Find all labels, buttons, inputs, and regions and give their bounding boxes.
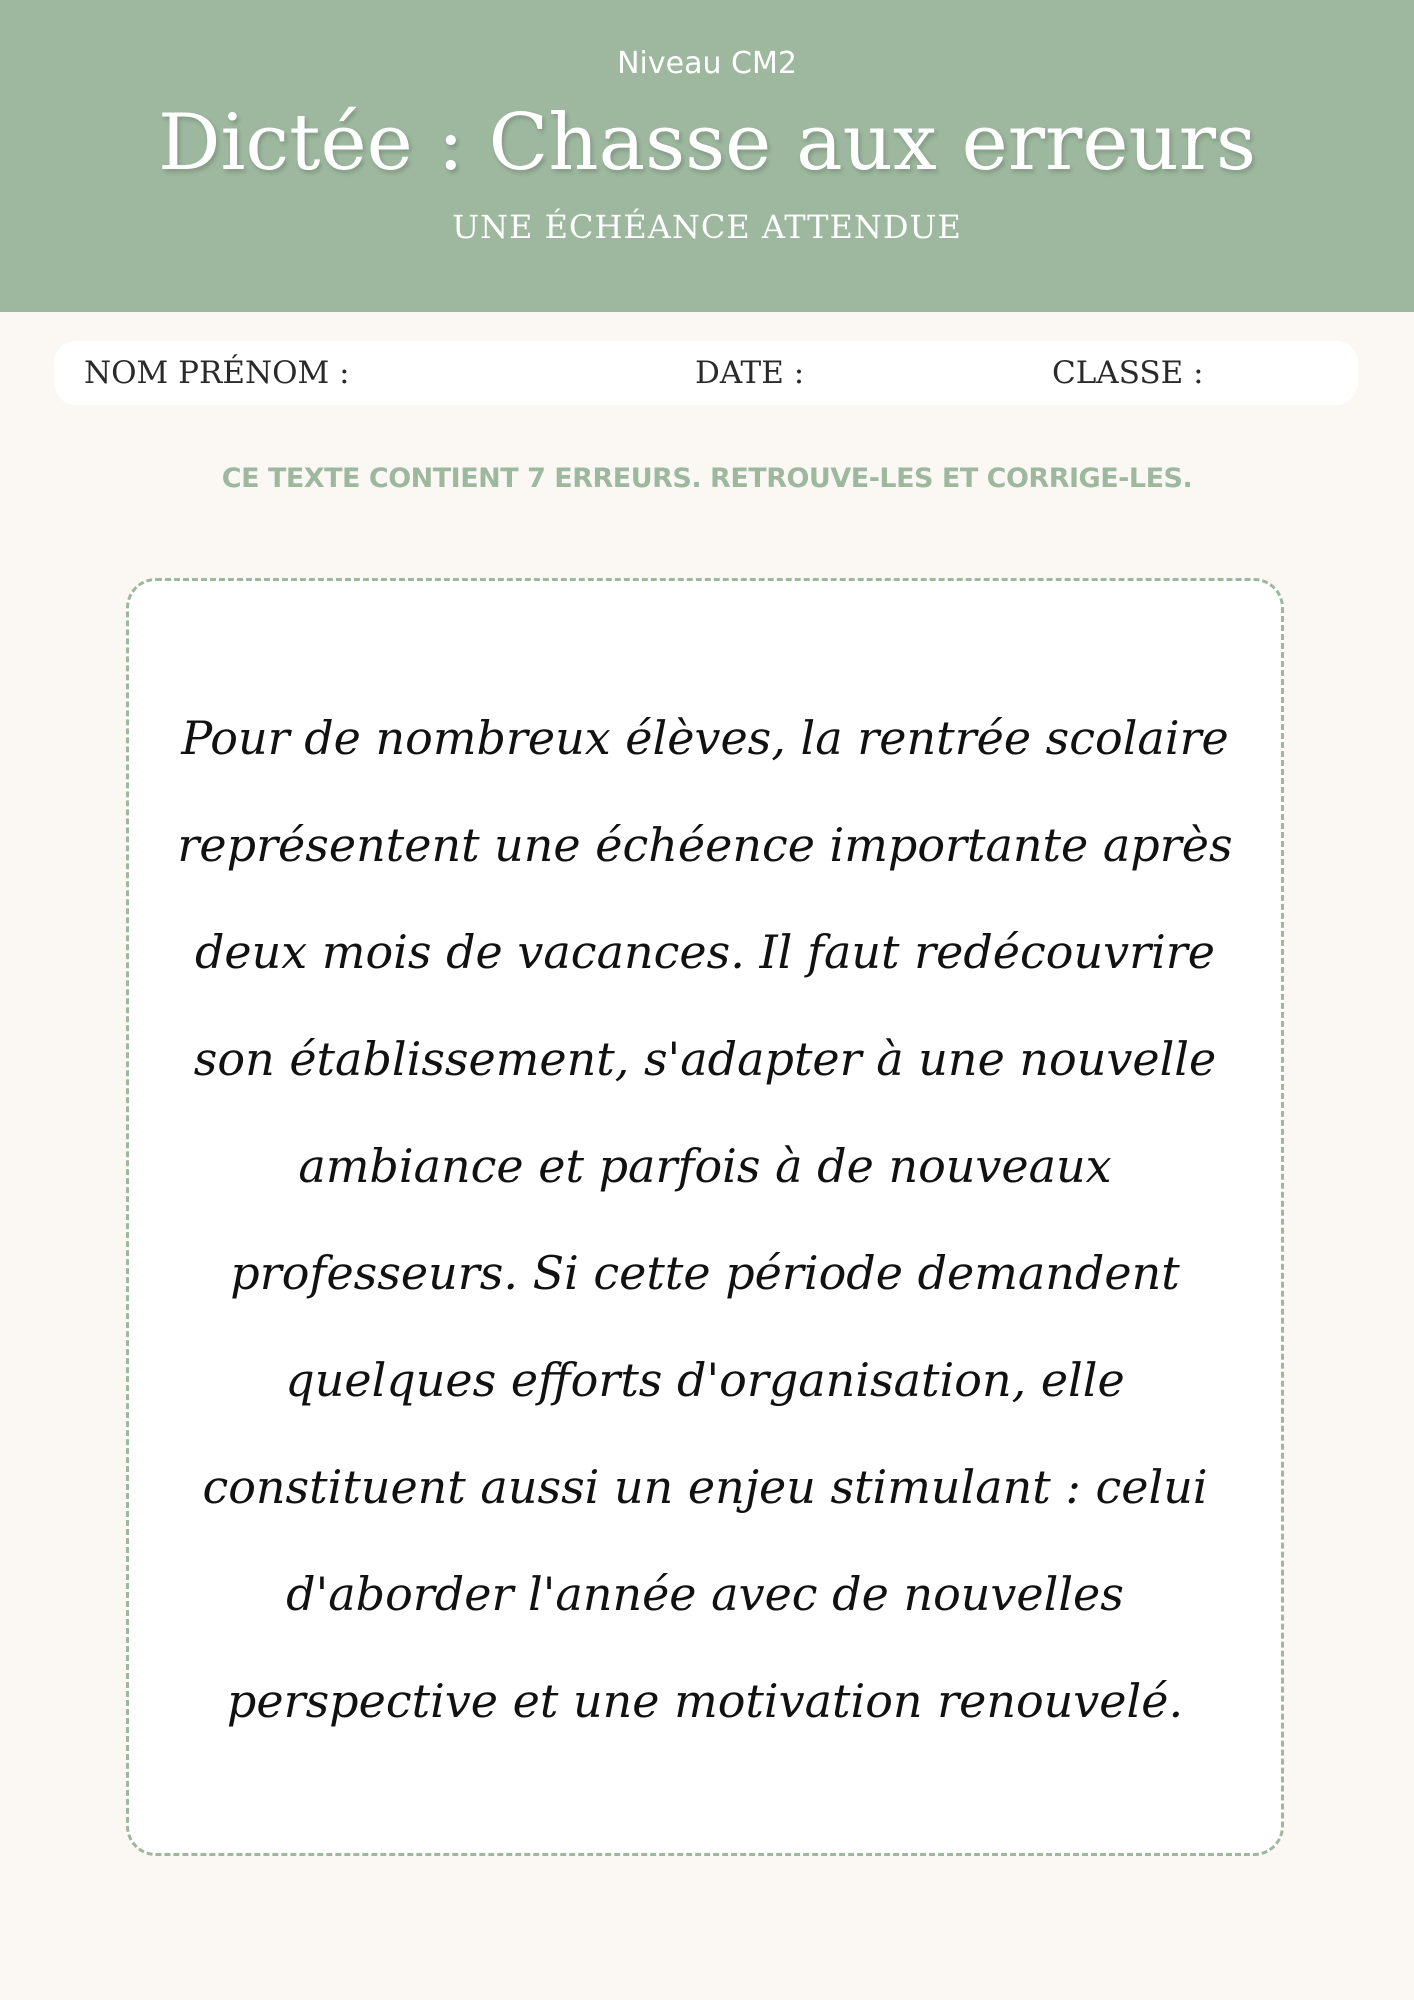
date-label: DATE :	[695, 355, 805, 391]
dictation-line: deux mois de vacances. Il faut redécouvrire	[194, 925, 1216, 979]
dictation-line: Pour de nombreux élèves, la rentrée scolaire	[181, 711, 1229, 765]
dictation-line: professeurs. Si cette période demandent	[230, 1246, 1180, 1300]
student-info-bar	[54, 341, 1358, 405]
dictation-line: son établissement, s'adapter à une nouvelle	[193, 1032, 1217, 1086]
dictation-line: d'aborder l'année avec de nouvelles	[286, 1567, 1124, 1621]
dictation-line: ambiance et parfois à de nouveaux	[298, 1139, 1112, 1193]
dictation-line: constituent aussi un enjeu stimulant : celui	[202, 1460, 1208, 1514]
name-label: NOM PRÉNOM :	[84, 355, 350, 391]
dictation-line: quelques efforts d'organisation, elle	[285, 1353, 1125, 1407]
page-subtitle: UNE ÉCHÉANCE ATTENDUE	[452, 208, 962, 246]
dictation-box	[126, 578, 1284, 1856]
class-label: CLASSE :	[1052, 355, 1204, 391]
page-title: Dictée : Chasse aux erreurs	[157, 98, 1257, 188]
header-banner	[0, 0, 1414, 312]
dictation-line: représentent une échéence importante après	[177, 818, 1233, 872]
dictation-line: perspective et une motivation renouvelé.	[226, 1674, 1184, 1728]
instruction-text: CE TEXTE CONTIENT 7 ERREURS. RETROUVE-LES ET CORRIGE-LES.	[221, 463, 1193, 494]
dictation-text	[169, 685, 1241, 1755]
level-label: Niveau CM2	[617, 46, 797, 81]
